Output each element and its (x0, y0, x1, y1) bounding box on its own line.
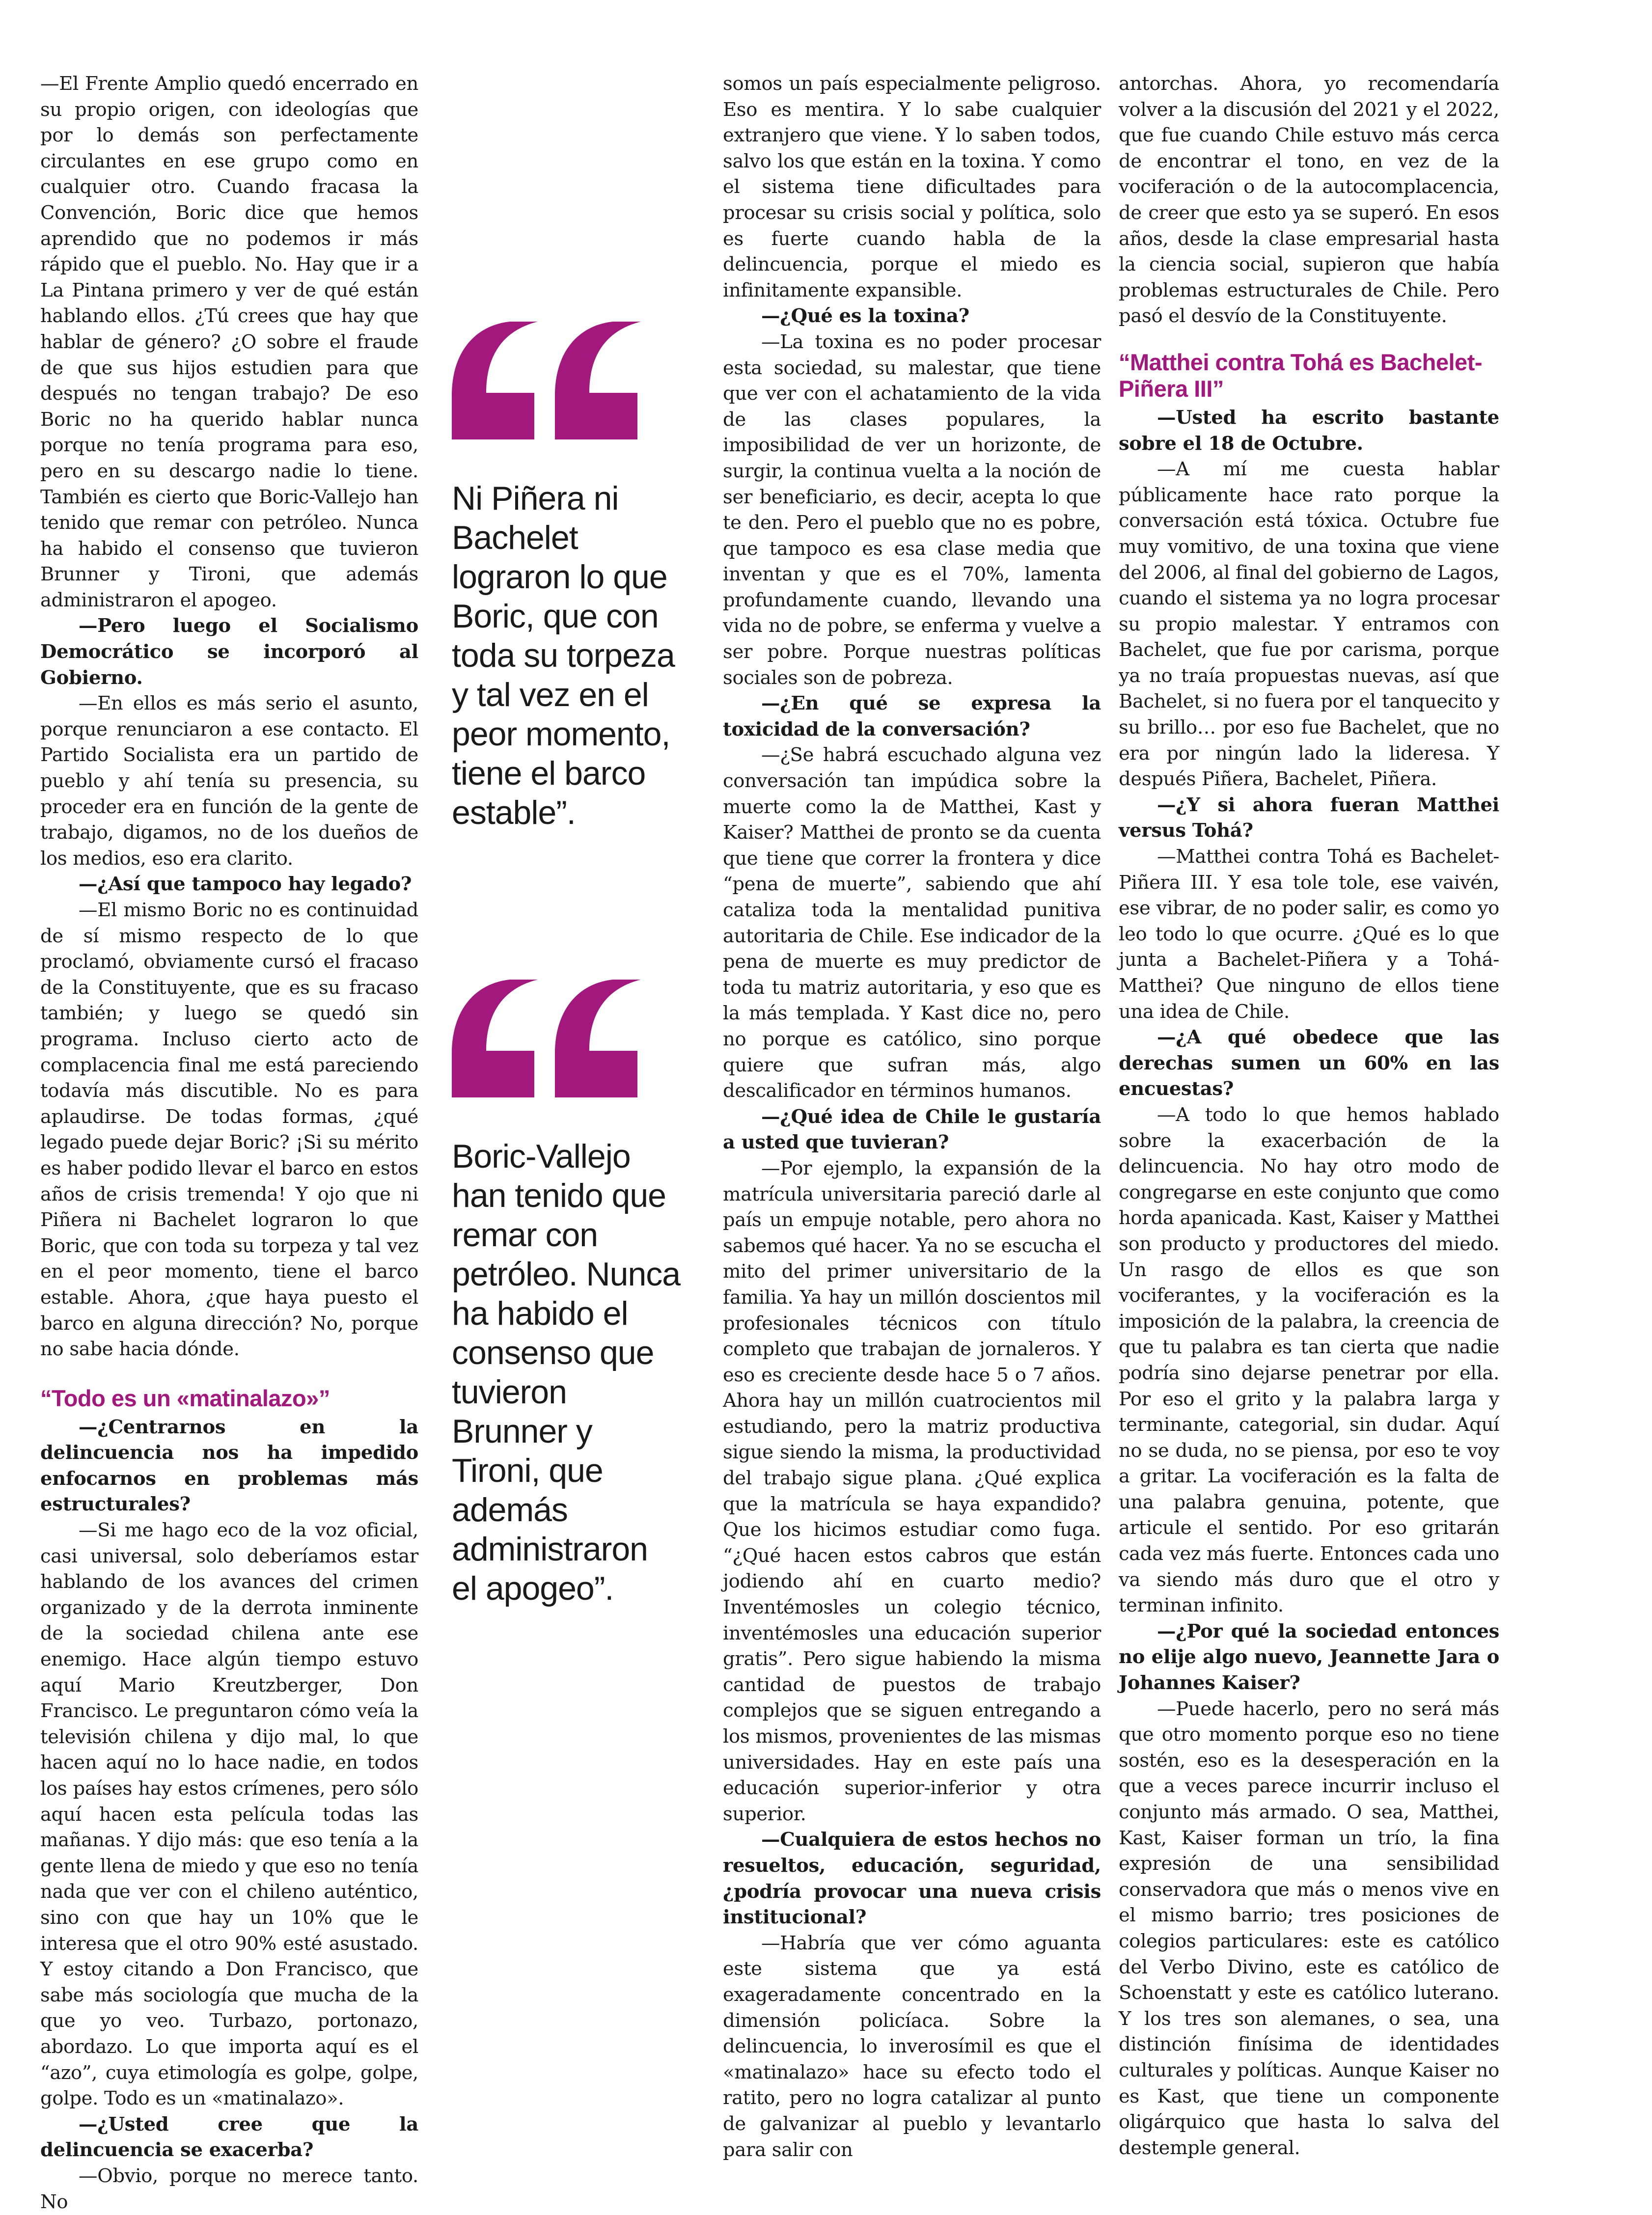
interview-question: —¿A qué obedece que las derechas sumen un 60% en las encuestas? (1119, 1026, 1499, 1100)
section-subheading: “Matthei contra Tohá es Bachelet-Piñera III” (1119, 349, 1482, 402)
interview-question: —¿Qué idea de Chile le gustaría a usted que tuvieran? (723, 1105, 1101, 1154)
answer-paragraph: —¿Se habrá escuchado alguna vez conversación tan impúdica sobre la muerte como la de Matthei, Kast y Kaiser? Matthei de pronto se da cuenta que tiene que correr la frontera y dice “pena de muerte”, sabiendo que ahí cataliza toda la mentalidad punitiva autoritaria de Chile. Ese indicador de la pena de muerte es muy predictor de toda tu matriz autoritaria, y eso que es la más templada. Y Kast dice no, pero no porque es católico, sino porque quiere que sufran más, algo descalificador en términos humanos. (723, 744, 1101, 1102)
interview-question: —¿Usted cree que la delincuencia se exacerba? (40, 2113, 418, 2161)
answer-paragraph: —Puede hacerlo, pero no será más que otro momento porque eso no tiene sostén, eso es la desesperación en la que a veces parece incurrir incluso el conjunto más armado. O sea, Matthei, Kast, Kaiser forman un trío, la fina expresión de una sensibilidad conservadora que más o menos vive en el mismo barrio; tres posiciones de colegios particulares: este es católico del Verbo Divino, este es católico de Schoenstatt y este es católico luterano. Y los tres son alemanes, o sea, una distinción finísima de identidades culturales y políticas. Aunque Kaiser no es Kast, que tiene un componente oligárquico que hasta lo salva del destemple general. (1119, 1697, 1499, 2159)
interview-question: —¿Centrarnos en la delincuencia nos ha impedido enfocarnos en problemas más estructurales? (40, 1416, 418, 1516)
answer-paragraph: —Habría que ver cómo aguanta este sistema que ya está exageradamente concentrado en la dimensión policíaca. Sobre la delincuencia, lo inverosímil es que el «matinalazo» hace su efecto todo el ratito, pero no logra catalizar al punto de galvanizar al pueblo y levantarlo para salir con (723, 1932, 1101, 2161)
answer-paragraph: —A mí me cuesta hablar públicamente hace rato porque la conversación está tóxica. Octubre fue muy vomitivo, de una toxina que viene del 2006, al final del gobierno de Lagos, cuando el sistema ya no logra procesar su propio malestar. Y entramos con Bachelet, que fue por carisma, porque ya no traía propuestas nuevas, así que Bachelet, si no fuera por el tanquecito y su brillo… por eso fue Bachelet, que no era por ningún lado la lideresa. Y después Piñera, Bachelet, Piñera. (1119, 458, 1499, 791)
interview-question: —Cualquiera de estos hechos no resueltos, educación, seguridad, ¿podría provocar una nueva crisis institucional? (723, 1829, 1101, 1929)
article-column-1 (40, 71, 418, 2213)
pull-quote-text: Boric-Vallejo han tenido que remar con petróleo. Nunca ha habido el consenso que tuvieron Brunner y Tironi, que además administraron el apogeo”. (452, 1138, 681, 1607)
interview-question: —¿Así que tampoco hay legado? (79, 873, 412, 896)
article-column-3 (723, 71, 1101, 2161)
interview-question: —¿Y si ahora fueran Matthei versus Tohá? (1119, 793, 1499, 842)
section-subheading: “Todo es un «matinalazo»” (40, 1385, 330, 1411)
answer-paragraph: antorchas. Ahora, yo recomendaría volver a la discusión del 2021 y el 2022, que fue cuando Chile estuvo más cerca de encontrar el tono, en vez de la vociferación o de la autocomplacencia, de creer que esto ya se superó. En esos años, desde la clase empresarial hasta la ciencia social, supieron que había problemas estructurales de Chile. Pero pasó el desvío de la Constituyente. (1119, 73, 1499, 328)
interview-question: —¿Por qué la sociedad entonces no elije algo nuevo, Jeannette Jara o Johannes Kaiser? (1119, 1620, 1499, 1695)
article-column-4 (1119, 71, 1499, 2159)
answer-paragraph: —El mismo Boric no es continuidad de sí mismo respecto de lo que proclamó, obviamente cursó el fracaso de la Constituyente, que es su fracaso también; y luego se quedó sin programa. Incluso cierto acto de complacencia final me está pareciendo todavía más discutible. No es para aplaudirse. De todas formas, ¿qué legado puede dejar Boric? ¡Si su mérito es haber podido llevar el barco en estos años de crisis tremenda! Y ojo que ni Piñera ni Bachelet lograron lo que Boric, que con toda su torpeza y tal vez en el peor momento, tiene el barco estable. Ahora, ¿que haya puesto el barco en alguna dirección? No, porque no sabe hacia dónde. (40, 899, 418, 1361)
quote-mark-icon (452, 980, 700, 1097)
answer-paragraph: —Si me hago eco de la voz oficial, casi universal, solo deberíamos estar hablando de los avances del crimen organizado y de la derrota inminente de la sociedad chilena ante ese enemigo. Hace algún tiempo estuvo aquí Mario Kreutzberger, Don Francisco. Le preguntaron cómo veía la televisión chilena y dijo mal, lo que hacen aquí no lo hace nadie, en todos los países hay estos crímenes, pero sólo aquí hacen esta película todas las mañanas. Y dijo más: que eso tenía a la gente llena de miedo y que eso no tenía nada que ver con el chileno auténtico, sino con que hay un 10% que le interesa que el otro 90% esté asustado. Y estoy citando a Don Francisco, que sabe más sociología que mucha de la que yo veo. Turbazo, portonazo, abordazo. Lo que importa aquí es el “azo”, cuya etimología es golpe, golpe, golpe. Todo es un «matinalazo». (40, 1519, 418, 2110)
pull-quote-1 (452, 322, 700, 832)
interview-question: —¿En qué se expresa la toxicidad de la conversación? (723, 692, 1101, 740)
answer-paragraph: —Obvio, porque no merece tanto. No (40, 2164, 418, 2213)
answer-paragraph: —Por ejemplo, la expansión de la matrícula universitaria pareció darle al país un empuje notable, pero ahora no sabemos qué hacer. Ya no se escucha el mito del primer universitario de la familia. Ya hay un millón doscientos mil profesionales técnicos con título completo que trabajan de jornaleros. Y eso es creciente desde hace 5 o 7 años. Ahora hay un millón cuatrocientos mil estudiando, pero la matriz productiva sigue siendo la misma, la productividad del trabajo sigue plana. ¿Qué explica que la matrícula se haya expandido? Que los hicimos estudiar como fuga. “¿Qué hacen estos cabros que están jodiendo ahí en cuarto medio? Inventémosles un colegio técnico, inventémosles una educación superior gratis”. Pero sigue habiendo la misma cantidad de puestos de trabajo complejos que se siguen entregando a los mismos, provenientes de las mismas universidades. Hay en este país una educación superior-inferior y otra superior. (723, 1157, 1101, 1825)
answer-paragraph: —A todo lo que hemos hablado sobre la exacerbación de la delincuencia. No hay otro modo de congregarse en este conjunto que como horda apanicada. Kast, Kaiser y Matthei son producto y productores del miedo. Un rasgo de ellos es que son vociferantes, y la vociferación es la imposición de la palabra, la creencia de que tu palabra es tan cierta que nadie podría sino dejarse penetrar por ella. Por eso el grito y la palabra larga y terminante, categorial, sin dudar. Aquí no se duda, no se piensa, por eso te voy a gritar. La vociferación es la falta de una palabra genuina, potente, que articule el sentido. Por eso gritarán cada vez más fuerte. Entonces cada uno va siendo más duro que el otro y terminan infinito. (1119, 1103, 1499, 1617)
answer-paragraph: somos un país especialmente peligroso. Eso es mentira. Y lo sabe cualquier extranjero que viene. Y lo saben todos, salvo los que están en la toxina. Y como el sistema tiene dificultades para procesar su crisis social y política, solo es fuerte cuando habla de la delincuencia, porque el miedo es infinitamente expansible. (723, 73, 1101, 301)
answer-paragraph: —El Frente Amplio quedó encerrado en su propio origen, con ideologías que por lo demás son perfectamente circulantes en ese grupo como en cualquier otro. Cuando fracasa la Convención, Boric dice que hemos aprendido que no podemos ir más rápido que el pueblo. No. Hay que ir a La Pintana primero y ver de qué están hablando ellos. ¿Tú crees que hay que hablar de género? ¿O sobre el fraude de que sus hijos estudien para que después no tengan trabajo? De eso Boric no ha querido hablar nunca porque no tenía programa para eso, pero en su descargo nadie lo tiene. También es cierto que Boric-Vallejo han tenido que remar con petróleo. Nunca ha habido el consenso que tuvieron Brunner y Tironi, que además administraron el apogeo. (40, 73, 418, 611)
answer-paragraph: —Matthei contra Tohá es Bachelet-Piñera III. Y esa tole tole, ese vaivén, ese vibrar, de no poder salir, es como yo leo todo lo que ocurre. ¿Qué es lo que junta a Bachelet-Piñera y a Tohá-Matthei? Que ninguno de ellos tiene una idea de Chile. (1119, 846, 1499, 1023)
pull-quote-text: Ni Piñera ni Bachelet lograron lo que Boric, que con toda su torpeza y tal vez en el peor momento, tiene el barco estable”. (452, 480, 675, 831)
answer-paragraph: —En ellos es más serio el asunto, porque renunciaron a ese contacto. El Partido Socialista era un partido de pueblo y ahí tenía su presencia, su proceder era en función de la gente de trabajo, digamos, no de los dueños de los medios, eso era clarito. (40, 692, 418, 870)
quote-mark-icon (452, 322, 700, 439)
interview-question: —Usted ha escrito bastante sobre el 18 de Octubre. (1119, 406, 1499, 455)
pull-quote-2 (452, 980, 700, 1608)
answer-paragraph: —La toxina es no poder procesar esta sociedad, su malestar, que tiene que ver con el achatamiento de la vida de las clases populares, la imposibilidad de ver un horizonte, de surgir, la continua vuelta a la noción de ser beneficiario, es decir, acepta lo que te den. Pero el pueblo que no es pobre, que tampoco es esa clase media que inventan y que es el 70%, lamenta profundamente cuando, llevando una vida no de pobre, se enferma y vuelve a ser pobre. Porque nuestras políticas sociales son de pobreza. (723, 330, 1101, 689)
interview-question: —¿Qué es la toxina? (761, 305, 969, 328)
interview-question: —Pero luego el Socialismo Democrático se incorporó al Gobierno. (40, 615, 418, 689)
